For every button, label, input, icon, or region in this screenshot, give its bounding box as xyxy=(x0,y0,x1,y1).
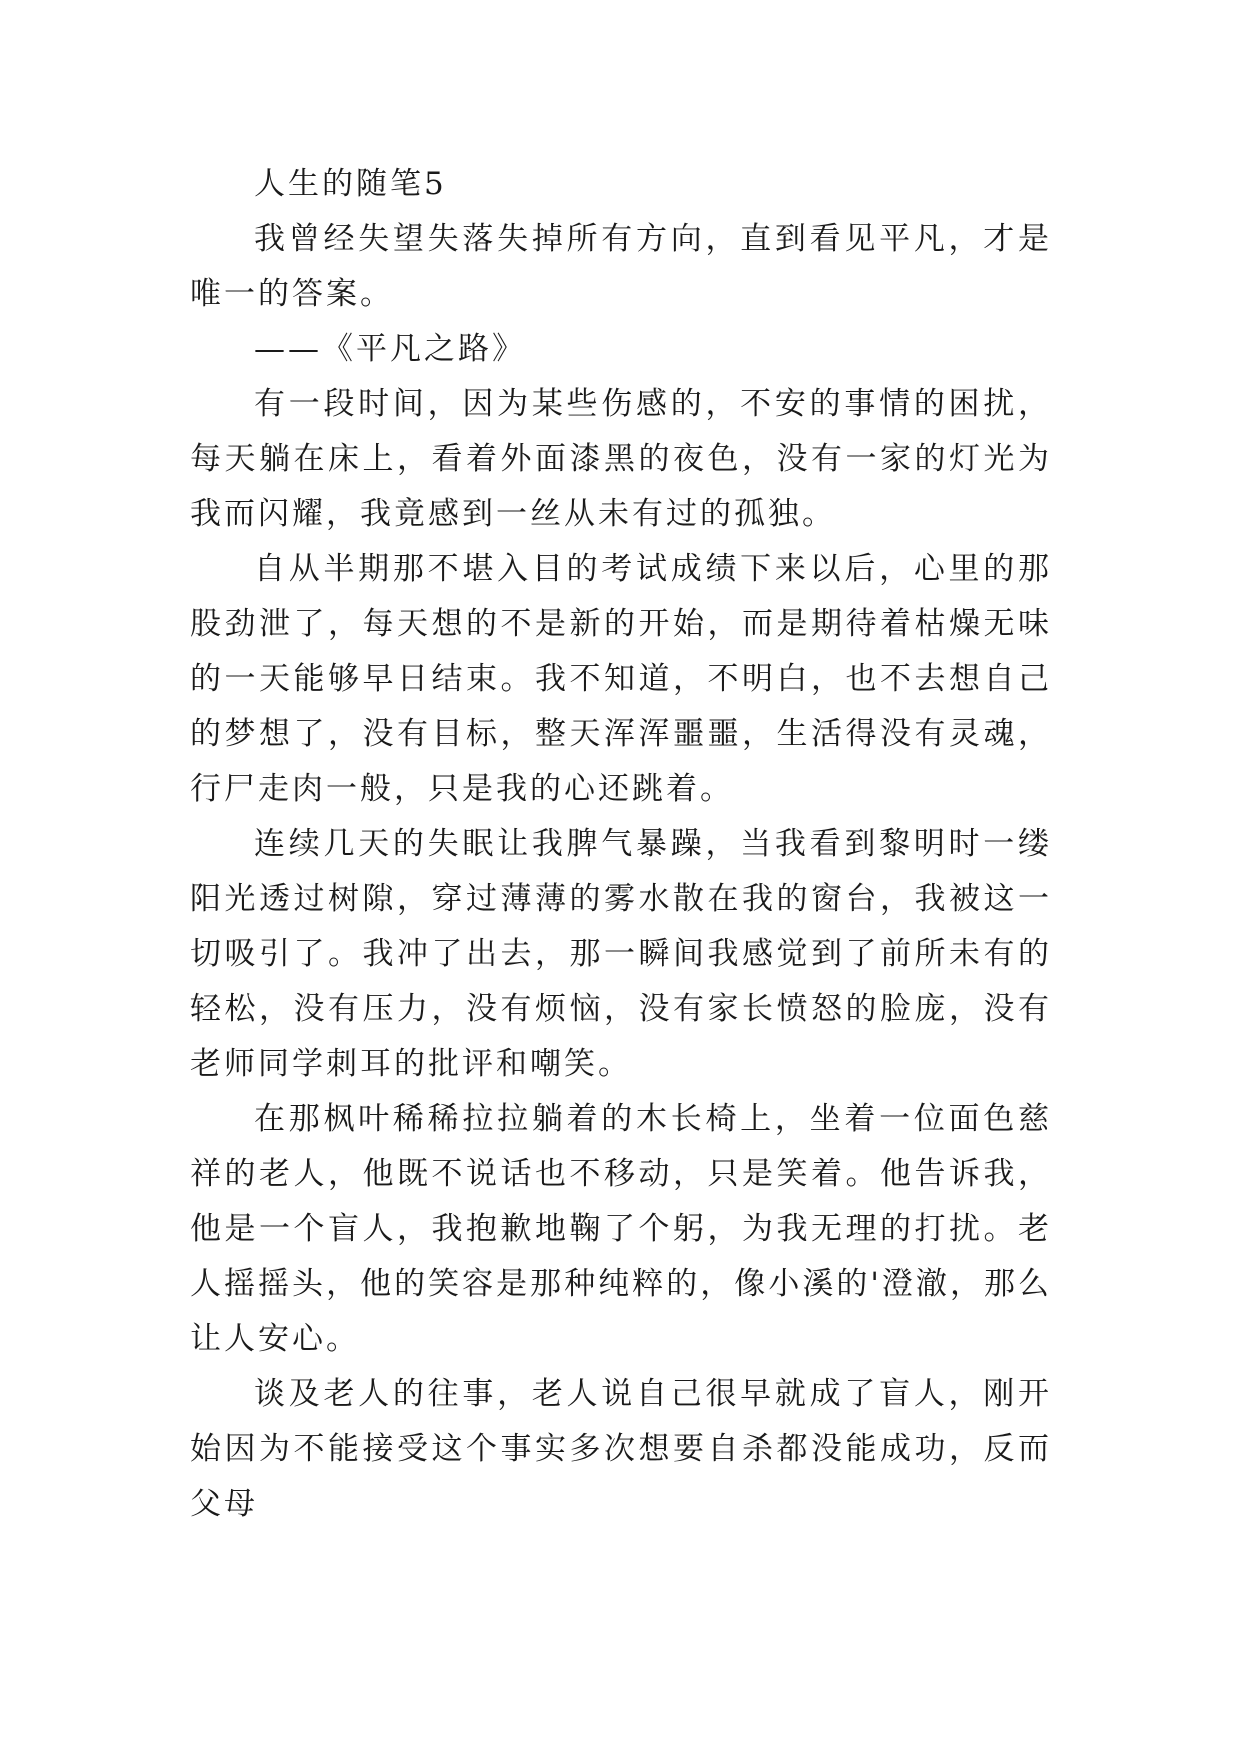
paragraph-4: 在那枫叶稀稀拉拉躺着的木长椅上，坐着一位面色慈祥的老人，他既不说话也不移动，只是笑着。他告诉我，他是一个盲人，我抱歉地鞠了个躬，为我无理的打扰。老人摇摇头，他的笑容是那种纯粹的，像小溪的'澄澈，那么让人安心。 xyxy=(190,1101,1052,1357)
paragraph-2: 自从半期那不堪入目的考试成绩下来以后，心里的那股劲泄了，每天想的不是新的开始，而是期待着枯燥无味的一天能够早日结束。我不知道，不明白，也不去想自己的梦想了，没有目标，整天浑浑噩噩，生活得没有灵魂，行尸走肉一般，只是我的心还跳着。 xyxy=(190,551,1052,807)
paragraph-3: 连续几天的失眠让我脾气暴躁，当我看到黎明时一缕阳光透过树隙，穿过薄薄的雾水散在我的窗台，我被这一切吸引了。我冲了出去，那一瞬间我感觉到了前所未有的轻松，没有压力，没有烦恼，没有家长愤怒的脸庞，没有老师同学刺耳的批评和嘲笑。 xyxy=(190,826,1052,1082)
document-body xyxy=(190,157,1052,1532)
paragraph-quote-line: 我曾经失望失落失掉所有方向，直到看见平凡，才是唯一的答案。 xyxy=(190,221,1052,312)
paragraph-1: 有一段时间，因为某些伤感的，不安的事情的困扰，每天躺在床上，看着外面漆黑的夜色，没有一家的灯光为我而闪耀，我竟感到一丝从未有过的孤独。 xyxy=(190,386,1052,532)
document-title: 人生的随笔5 xyxy=(254,166,447,202)
paragraph-quote-source: ——《平凡之路》 xyxy=(254,331,526,367)
paragraph-5: 谈及老人的往事，老人说自己很早就成了盲人，刚开始因为不能接受这个事实多次想要自杀都没能成功，反而父母 xyxy=(190,1376,1052,1522)
